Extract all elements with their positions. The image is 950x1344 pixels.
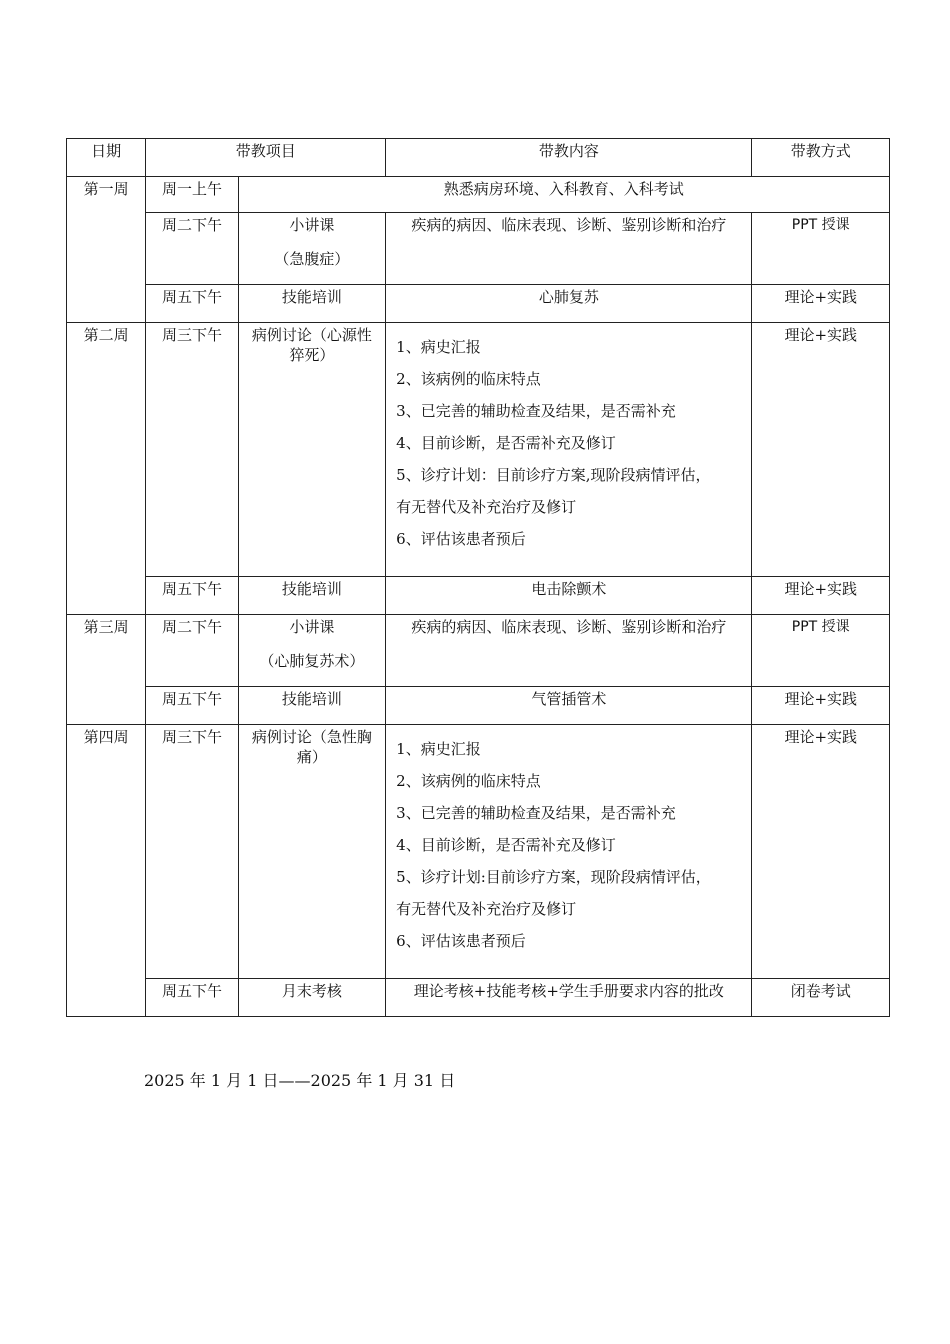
week-label: 第二周 bbox=[67, 323, 146, 615]
time-cell: 周五下午 bbox=[146, 285, 238, 323]
list-item: 3、已完善的辅助检查及结果，是否需补充 bbox=[396, 804, 676, 822]
list-item: 3、已完善的辅助检查及结果，是否需补充 bbox=[396, 402, 676, 420]
header-method: 带教方式 bbox=[752, 139, 890, 177]
time-cell: 周三下午 bbox=[146, 323, 238, 577]
content-cell: 熟悉病房环境、入科教育、入科考试 bbox=[238, 177, 889, 213]
list-item: 5、诊疗计划:目前诊疗方案，现阶段病情评估， bbox=[396, 868, 711, 886]
project-cell bbox=[238, 615, 386, 687]
list-item: 有无替代及补充治疗及修订 bbox=[396, 498, 577, 516]
table-row bbox=[67, 323, 890, 577]
method-cell: 理论+实践 bbox=[752, 323, 890, 577]
header-project: 带教项目 bbox=[146, 139, 386, 177]
project-cell: 技能培训 bbox=[238, 687, 386, 725]
week-label: 第三周 bbox=[67, 615, 146, 725]
content-list-cell bbox=[386, 725, 752, 979]
list-item: 6、评估该患者预后 bbox=[396, 932, 526, 950]
header-date: 日期 bbox=[67, 139, 146, 177]
project-cell: 技能培训 bbox=[238, 577, 386, 615]
week-label: 第一周 bbox=[67, 177, 146, 323]
header-content: 带教内容 bbox=[386, 139, 752, 177]
project-cell bbox=[238, 213, 386, 285]
method-cell: 理论+实践 bbox=[752, 285, 890, 323]
method-cell: PPT 授课 bbox=[752, 213, 890, 285]
list-item: 4、目前诊断，是否需补充及修订 bbox=[396, 836, 616, 854]
project-cell: 病例讨论（心源性猝死） bbox=[238, 323, 386, 577]
time-cell: 周二下午 bbox=[146, 213, 238, 285]
table-row bbox=[67, 979, 890, 1017]
content-cell: 气管插管术 bbox=[386, 687, 752, 725]
time-cell: 周五下午 bbox=[146, 577, 238, 615]
project-cell: 技能培训 bbox=[238, 285, 386, 323]
table-row bbox=[67, 615, 890, 687]
project-title: 小讲课 bbox=[289, 216, 335, 234]
table-row bbox=[67, 285, 890, 323]
table-row bbox=[67, 177, 890, 213]
content-cell: 心肺复苏 bbox=[386, 285, 752, 323]
list-item: 1、病史汇报 bbox=[396, 740, 481, 758]
content-cell: 疾病的病因、临床表现、诊断、鉴别诊断和治疗 bbox=[386, 615, 752, 687]
list-item: 4、目前诊断，是否需补充及修订 bbox=[396, 434, 616, 452]
table-row bbox=[67, 577, 890, 615]
list-item: 5、诊疗计划：目前诊疗方案,现阶段病情评估， bbox=[396, 466, 711, 484]
list-item: 1、病史汇报 bbox=[396, 338, 481, 356]
content-cell: 理论考核+技能考核+学生手册要求内容的批改 bbox=[386, 979, 752, 1017]
table-header-row bbox=[67, 139, 890, 177]
time-cell: 周二下午 bbox=[146, 615, 238, 687]
table-row bbox=[67, 687, 890, 725]
method-cell: PPT 授课 bbox=[752, 615, 890, 687]
method-cell: 理论+实践 bbox=[752, 577, 890, 615]
time-cell: 周五下午 bbox=[146, 979, 238, 1017]
content-list-cell bbox=[386, 323, 752, 577]
week-label: 第四周 bbox=[67, 725, 146, 1017]
table-row bbox=[67, 213, 890, 285]
time-cell: 周一上午 bbox=[146, 177, 238, 213]
method-cell: 理论+实践 bbox=[752, 725, 890, 979]
list-item: 有无替代及补充治疗及修订 bbox=[396, 900, 577, 918]
content-cell: 电击除颤术 bbox=[386, 577, 752, 615]
list-item: 6、评估该患者预后 bbox=[396, 530, 526, 548]
teaching-schedule-table bbox=[66, 138, 890, 1017]
list-item: 2、该病例的临床特点 bbox=[396, 772, 541, 790]
date-range: 2025 年 1 月 1 日——2025 年 1 月 31 日 bbox=[144, 1071, 456, 1090]
project-subtitle: （心肺复苏术） bbox=[259, 652, 365, 670]
project-subtitle: （急腹症） bbox=[274, 250, 350, 268]
project-cell: 病例讨论（急性胸痛） bbox=[238, 725, 386, 979]
project-title: 小讲课 bbox=[289, 618, 335, 636]
method-cell: 闭卷考试 bbox=[752, 979, 890, 1017]
method-cell: 理论+实践 bbox=[752, 687, 890, 725]
list-item: 2、该病例的临床特点 bbox=[396, 370, 541, 388]
time-cell: 周三下午 bbox=[146, 725, 238, 979]
content-cell: 疾病的病因、临床表现、诊断、鉴别诊断和治疗 bbox=[386, 213, 752, 285]
project-cell: 月末考核 bbox=[238, 979, 386, 1017]
table-row bbox=[67, 725, 890, 979]
time-cell: 周五下午 bbox=[146, 687, 238, 725]
